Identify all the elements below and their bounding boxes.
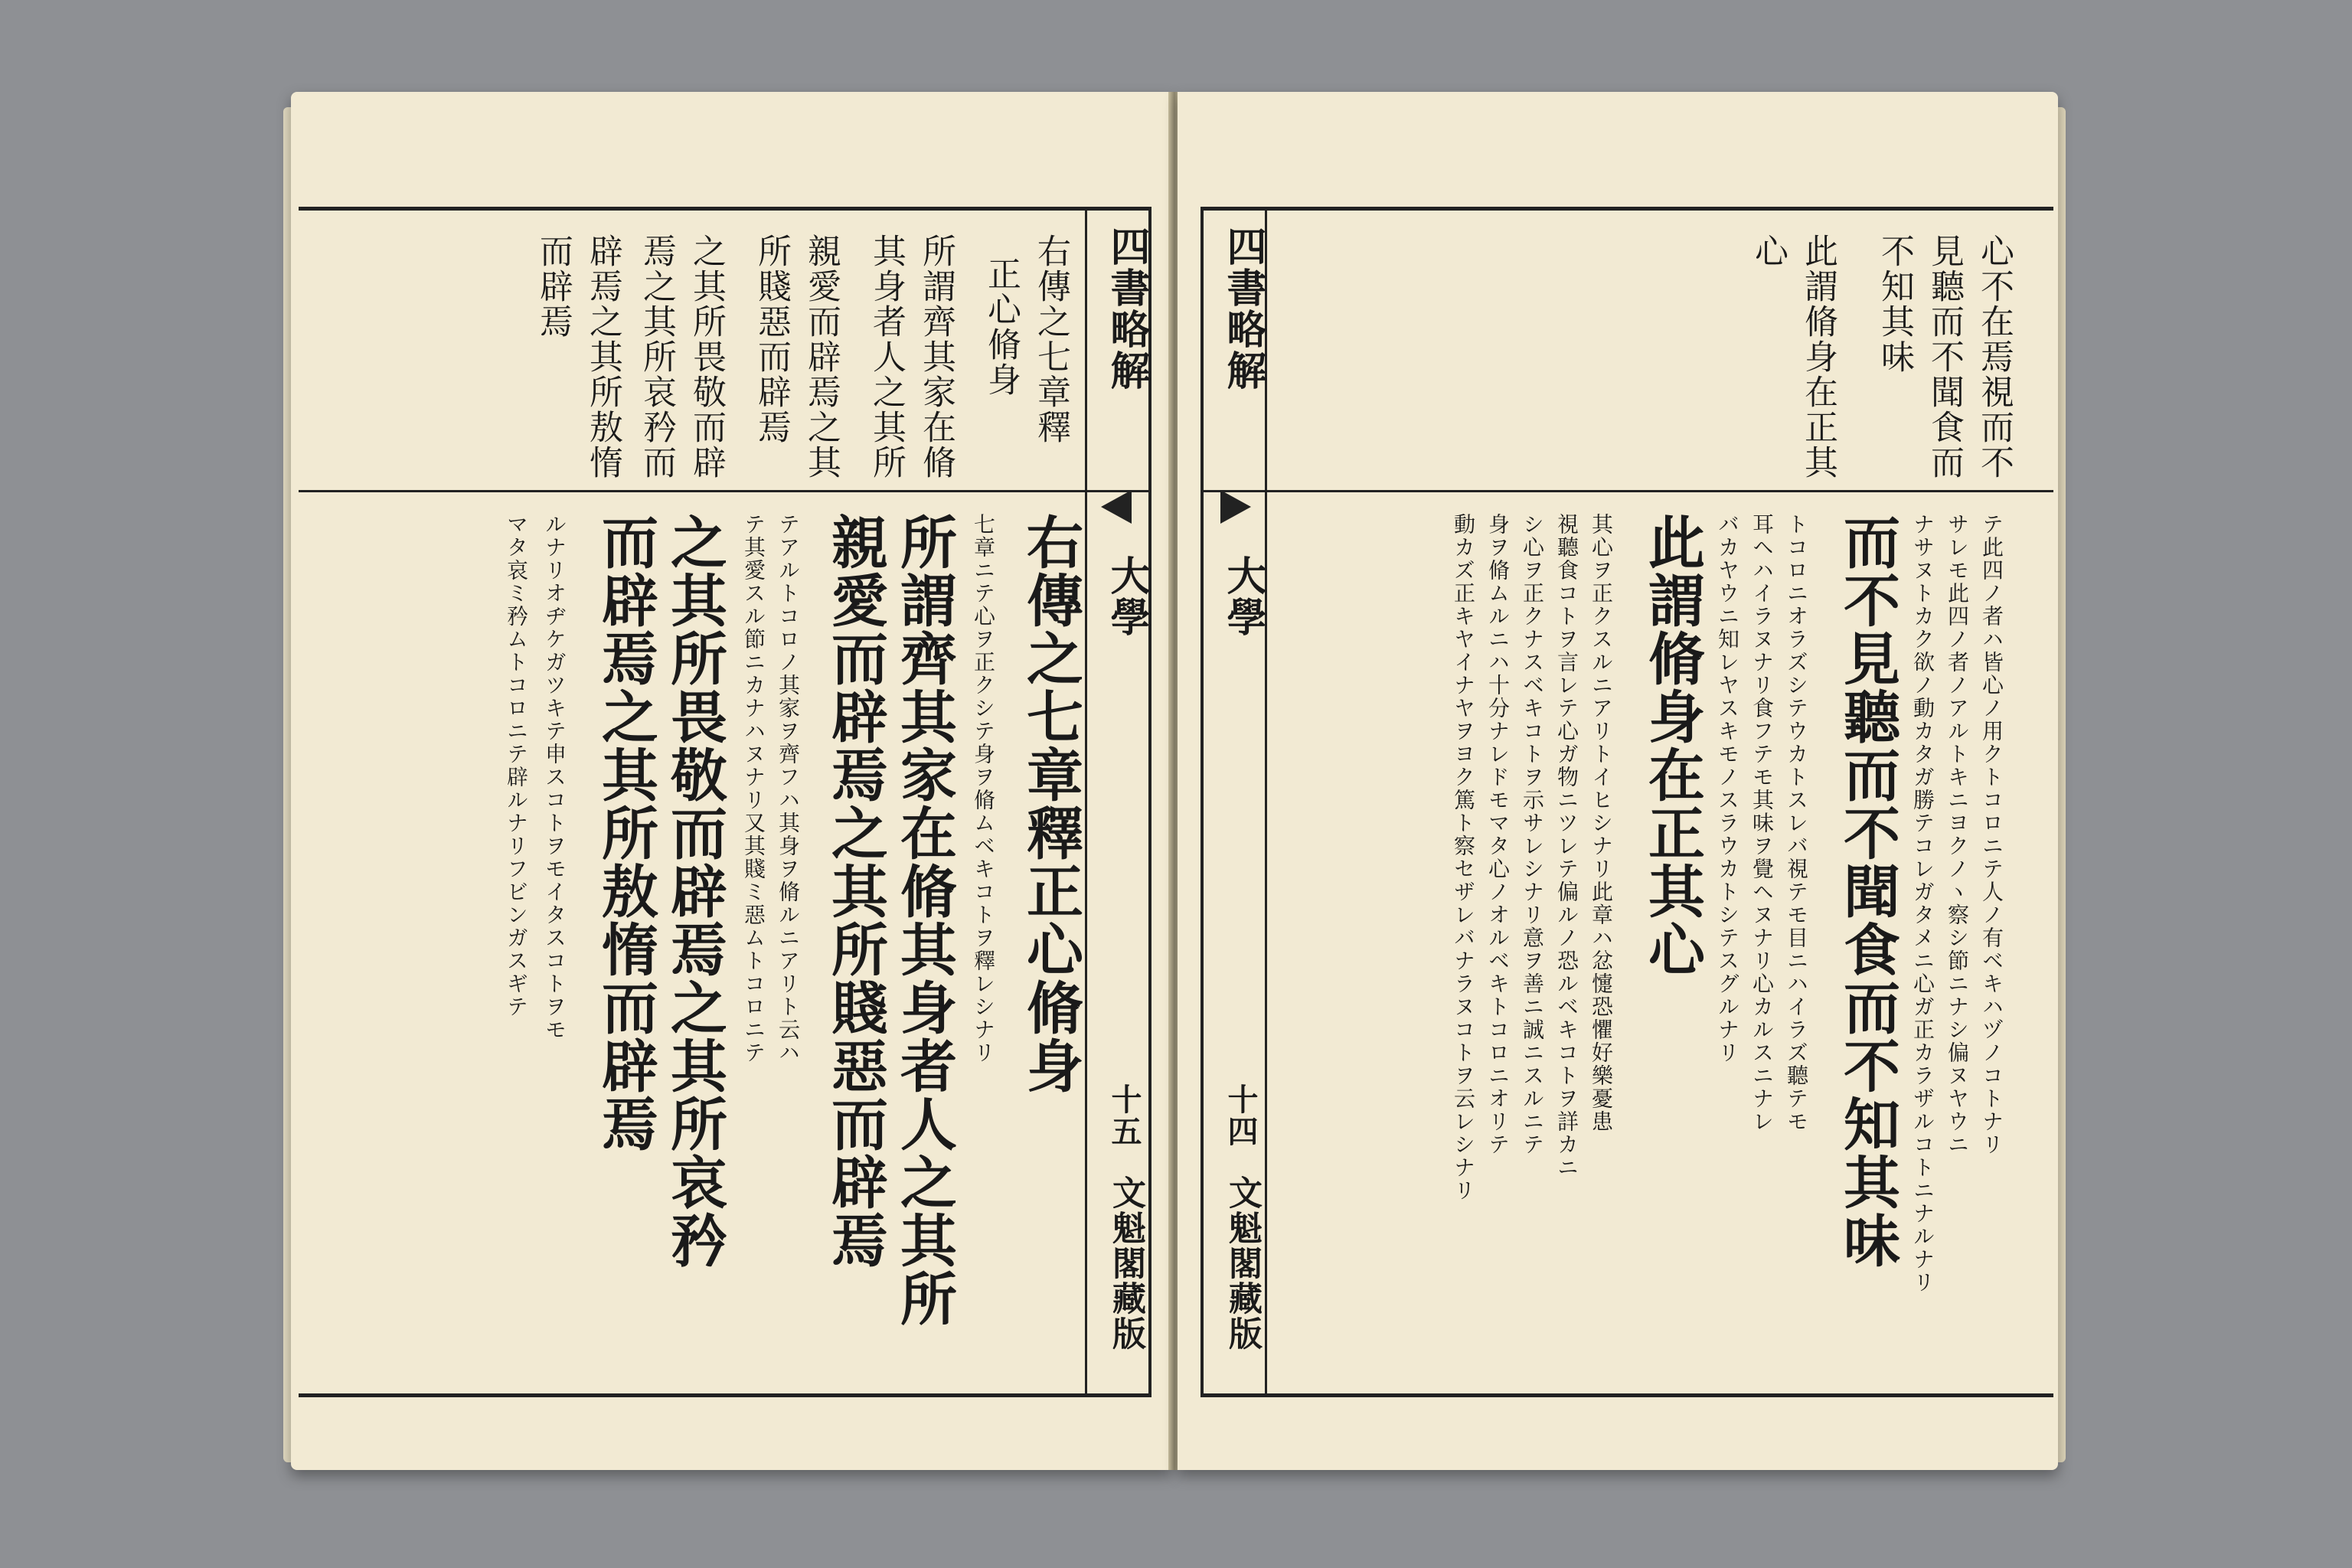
right-upper-line-1: 心不在焉視而不: [1975, 234, 2014, 480]
left-page-frame: [299, 207, 1152, 1397]
left-main-line-1: 右傳之七章釋正心脩身: [1018, 513, 1083, 1095]
right-upper-divider: [1204, 490, 2053, 492]
left-upper-line-4: 其身者人之其所: [867, 234, 906, 480]
left-upper-line-7: 之其所畏敬而辟: [687, 234, 726, 480]
open-book: [291, 92, 2075, 1493]
right-fold-mark: [1220, 490, 1251, 524]
left-upper-line-5: 親愛而辟焉之其: [802, 234, 841, 480]
left-page-number: 十五: [1106, 1083, 1142, 1148]
right-main-line-8: 此謂脩身在正其心: [1639, 513, 1705, 978]
left-upper-line-1: 右傳之七章釋: [1031, 234, 1070, 445]
right-main-line-12: 身ヲ脩ムルニハ十分ナレドモマタ心ノオルベキトコロニオリテ: [1485, 513, 1511, 1156]
right-upper-line-4: 此謂脩身在正其: [1798, 234, 1838, 480]
left-main-line-7: 之其所畏敬而辟焉之其所哀矜: [662, 513, 727, 1269]
right-section-label: 大學: [1220, 555, 1266, 638]
right-main-line-11: シ心ヲ正クナスベキコトヲ示サレシナリ意ヲ善ニ誠ニスルニテ: [1520, 513, 1545, 1156]
right-upper-line-3: 不知其味: [1875, 234, 1914, 374]
left-main-line-8: 而辟焉之其所敖惰而辟焉: [593, 513, 658, 1153]
left-main-line-10: マタ哀ミ矜ムトコロニテ辟ルナリフビンガスギテ: [504, 513, 529, 1018]
left-publisher-imprint: 文魁閣藏版: [1106, 1175, 1145, 1351]
right-main-line-2: サレモ此四ノ者ノアルトキニヨクノヽ察シ節ニナシ偏ヌヤウニ: [1945, 513, 1970, 1156]
right-main-line-4: 而不見聽而不聞食而不知其味: [1834, 513, 1900, 1269]
left-main-line-4: 親愛而辟焉之其所賤惡而辟焉: [822, 513, 888, 1269]
left-page: [291, 92, 1171, 1470]
right-main-line-9: 其心ヲ正クスルニアリトイヒシナリ此章ハ忿懥恐懼好樂憂患: [1589, 513, 1614, 1133]
left-upper-line-3: 所謂齊其家在脩: [916, 234, 956, 480]
right-main-line-10: 視聽食コトヲ言レテ心ガ物ニツレテ偏ルノ恐ルベキコトヲ詳カニ: [1554, 513, 1579, 1179]
right-page-header-strip: [1204, 211, 1267, 1393]
right-main-line-1: テ此四ノ者ハ皆心ノ用クトコロニテ人ノ有ベキハヅノコトナリ: [1979, 513, 2004, 1156]
left-section-label: 大學: [1103, 555, 1150, 638]
right-page-frame: [1200, 207, 2053, 1397]
left-upper-line-2: 正心脩身: [982, 256, 1021, 397]
left-main-line-9: ルナリオヂケガツキテ申スコトヲモイタスコトヲモ: [542, 513, 567, 1041]
left-main-line-3: 所謂齊其家在脩其身者人之其所: [891, 513, 957, 1328]
right-upper-line-5: 心: [1749, 234, 1788, 269]
right-main-line-6: 耳ヘハイラヌナリ食フテモ其味ヲ覺ヘヌナリ心カルスニナレ: [1749, 513, 1775, 1133]
left-upper-divider: [299, 490, 1148, 492]
left-upper-line-8: 焉之其所哀矜而: [637, 234, 676, 480]
right-main-line-7: バカヤウニ知レヤスキモノスラウカトシテスグルナリ: [1715, 513, 1740, 1064]
right-page: [1178, 92, 2058, 1470]
right-book-title: 四書略解: [1220, 226, 1266, 391]
left-fold-mark: [1101, 490, 1132, 524]
right-publisher-imprint: 文魁閣藏版: [1223, 1175, 1262, 1351]
left-upper-line-6: 所賤惡而辟焉: [752, 234, 791, 445]
right-main-line-13: 動カズ正キヤイナヤヲヨク篤ト察セザレバナラヌコトヲ云レシナリ: [1451, 513, 1476, 1202]
left-main-line-5: テアルトコロノ其家ヲ齊フハ其身ヲ脩ルニアリト云ハ: [776, 513, 801, 1064]
right-main-line-3: ナサヌトカク欲ノ動カタガ勝テコレガタメニ心ガ正カラザルコトニナルナリ: [1910, 513, 1936, 1294]
left-page-header-strip: [1085, 211, 1148, 1393]
left-main-line-2: 七章ニテ心ヲ正クシテ身ヲ脩ムベキコトヲ釋レシナリ: [971, 513, 996, 1064]
right-page-number: 十四: [1223, 1083, 1259, 1148]
left-upper-line-10: 而辟焉: [534, 234, 573, 339]
left-main-line-6: テ其愛スル節ニカナハヌナリ又其賤ミ惡ムトコロニテ: [741, 513, 766, 1064]
right-upper-line-2: 見聽而不聞食而: [1925, 234, 1964, 480]
left-book-title: 四書略解: [1103, 226, 1150, 391]
right-main-line-5: トコロニオラズシテウカトスレバ視テモ目ニハイラズ聽テモ: [1784, 513, 1809, 1133]
left-upper-line-9: 辟焉之其所敖惰: [583, 234, 622, 480]
